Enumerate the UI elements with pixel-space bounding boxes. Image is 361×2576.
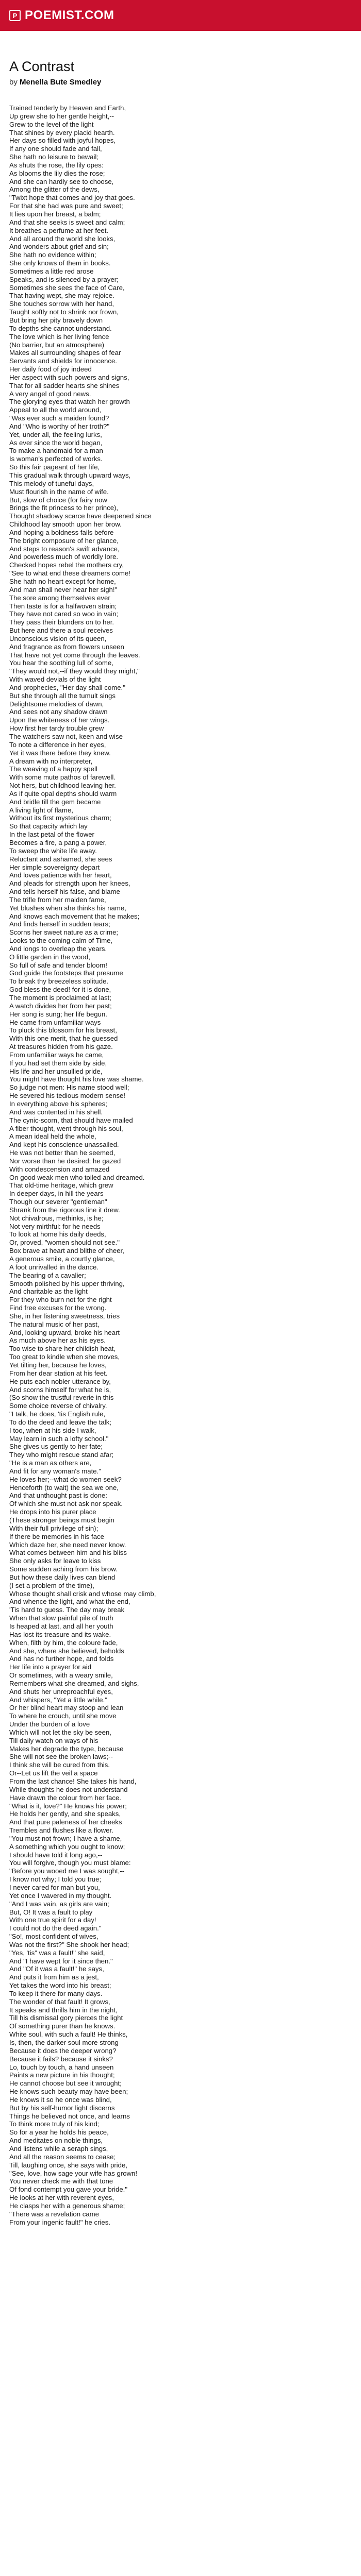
poem-line: She only knows of them in books.	[9, 259, 111, 267]
poem-line: And scorns himself for what he is,	[9, 1385, 111, 1394]
poem-line: So for a year he holds his peace,	[9, 2128, 109, 2137]
poem-line: "What is it, love?" He knows his power;	[9, 1802, 127, 1810]
poem-line: He holds her gently, and she speaks,	[9, 1810, 121, 1818]
poem-line: But how these daily lives can blend	[9, 1573, 116, 1581]
poem-line: And meditates on noble things,	[9, 2137, 103, 2145]
poem-line: Of fond contempt you gave your bride."	[9, 2185, 127, 2194]
poem-line: When, filth by him, the coloure fade,	[9, 1638, 118, 1647]
poem-line: The bright composure of her glance,	[9, 536, 119, 545]
poem-line: Or--Let us lift the veil a space	[9, 1769, 98, 1777]
poem-line: (I set a problem of the time),	[9, 1581, 94, 1589]
poem-line: And finds herself in sudden tears;	[9, 920, 110, 928]
poem-line: So judge not men: His name stood well;	[9, 1083, 129, 1092]
poem-line: If there be memories in his face	[9, 1532, 104, 1540]
poem-line: And pleads for strength upon her knees,	[9, 879, 130, 888]
poem-line: And "Who is worthy of her troth?"	[9, 422, 110, 430]
poem-line: On good weak men who toiled and dreamed.	[9, 1173, 145, 1181]
poem-line: To depths she cannot understand.	[9, 324, 112, 332]
poem-line: "I talk, he does, 'tis English rule,	[9, 1410, 106, 1418]
poem-line: The bearing of a cavalier;	[9, 1271, 86, 1279]
logo-icon: P	[9, 10, 21, 21]
poem-line: With some mute pathos of farewell.	[9, 773, 116, 782]
poem-line: Too wise to share her childish heat,	[9, 1345, 116, 1353]
poem-line: I never cared for man but you,	[9, 1883, 100, 1891]
poem-line: Find free excuses for the wrong.	[9, 1304, 107, 1312]
poem-line: That old-time heritage, which grew	[9, 1181, 113, 1190]
poem-line: He drops into his purer place	[9, 1508, 96, 1516]
poem-line: She touches sorrow with her hand,	[9, 300, 114, 308]
poem-line: God bless the deed! for it is done,	[9, 986, 111, 994]
poem-line: With condescension and amazed	[9, 1165, 110, 1173]
poem-line: And shuts her unreproachful eyes,	[9, 1687, 113, 1696]
poem-line: The moment is proclaimed at last;	[9, 994, 111, 1002]
poem-line: Taught softly not to shrink nor frown,	[9, 308, 119, 316]
poem-line: In the last petal of the flower	[9, 831, 94, 839]
poem-line: Her daily food of joy indeed	[9, 365, 92, 374]
poem-line: Till daily watch on ways of his	[9, 1736, 99, 1744]
poem-line: As shuts the rose, the lily opes:	[9, 161, 104, 169]
poem-line: And hoping a boldness fails before	[9, 528, 114, 536]
poem-line: If any one should fade and fall,	[9, 145, 102, 153]
poem-line: It breathes a perfume at her feet.	[9, 226, 109, 234]
poem-line: With this one merit, that he guessed	[9, 1035, 118, 1043]
poem-line: But here and there a soul receives	[9, 626, 113, 635]
poem-line: But she through all the tumult sings	[9, 691, 116, 700]
poem-line: She hath no leisure to bewail;	[9, 153, 99, 161]
poem-line: Or sometimes, with a weary smile,	[9, 1671, 113, 1680]
poem-line: Scorns her sweet nature as a crime;	[9, 928, 119, 937]
poem-line: Because it does the deeper wrong?	[9, 2046, 117, 2055]
poem-body	[9, 104, 352, 2226]
poem-line: So full of safe and tender bloom!	[9, 961, 107, 969]
poem-line: Nor worse than he desired; he gazed	[9, 1157, 121, 1165]
author-link[interactable]: Menella Bute Smedley	[20, 78, 102, 87]
poem-line: But, O! It was a fault to play	[9, 1908, 93, 1916]
poem-line: As blooms the lily dies the rose;	[9, 169, 105, 177]
poem-line: A dream with no interpreter,	[9, 757, 93, 765]
poem-line: And fragrance as from flowers unseen	[9, 642, 124, 651]
poem-line: To sweep the white life away.	[9, 846, 97, 855]
poem-line: Trembles and flushes like a flower.	[9, 1826, 113, 1835]
poem-line: And all the reason seems to cease;	[9, 2153, 116, 2161]
poem-line: She hath no evidence within;	[9, 251, 96, 259]
byline-label: by	[9, 78, 18, 87]
poem-line: Is, then, the darker soul more strong	[9, 2039, 119, 2047]
poem-line: And "I have wept for it since then."	[9, 1957, 113, 1965]
poem-line: And bridle till the gem became	[9, 798, 101, 806]
poem-line: And sees not any shadow drawn	[9, 708, 108, 716]
poem-line: To pluck this blossom for his breast,	[9, 1026, 117, 1035]
poem-line: And was contented in his shell.	[9, 1108, 103, 1116]
poem-line: Have drawn the colour from her face.	[9, 1793, 121, 1802]
poem-line: Childhood lay smooth upon her brow.	[9, 520, 122, 529]
poem-line: And puts it from him as a jest,	[9, 1973, 99, 1981]
poem-line: Her life into a prayer for aid	[9, 1663, 92, 1671]
poem-line: Sometimes a little red arose	[9, 267, 94, 275]
poem-line: Her aspect with such powers and signs,	[9, 373, 129, 381]
poem-line: Upon the whiteness of her wings.	[9, 716, 110, 724]
site-header	[0, 0, 361, 31]
poem-line: A very angel of good news.	[9, 389, 91, 398]
poem-line: She, in her listening sweetness, tries	[9, 1312, 120, 1320]
poem-line: But, slow of choice (for fairy now	[9, 496, 107, 504]
poem-line: But bring her pity bravely down	[9, 316, 103, 324]
poem-line: With waved devials of the light	[9, 675, 101, 684]
poem-line: Of which she must not ask nor speak.	[9, 1500, 123, 1508]
poem-line: They who might rescue stand afar;	[9, 1451, 114, 1459]
poem-line: And whence the light, and what the end,	[9, 1598, 130, 1606]
poem-line: Because it fails? because it sinks?	[9, 2055, 113, 2063]
poem-line: Yet takes the word into his breast;	[9, 1981, 111, 1990]
poem-line: "You must not frown; I have a shame,	[9, 1834, 122, 1842]
poem-line: To break thy breezeless solitude.	[9, 977, 109, 986]
poem-line: She hath no heart except for home,	[9, 577, 116, 585]
poem-line: Which daze her, she need never know.	[9, 1540, 126, 1549]
poem-line: "So!, most confident of wives,	[9, 1933, 99, 1941]
poem-line: White soul, with such a fault! He thinks,	[9, 2030, 128, 2039]
poem-line: He severed his tedious modern sense!	[9, 1092, 126, 1100]
poem-line: I should have told it long ago,--	[9, 1851, 103, 1859]
poem-line: Henceforth (to wait) the sea we one,	[9, 1483, 119, 1492]
poem-line: Shrank from the rigorous line it drew.	[9, 1206, 120, 1214]
poem-line: He looks at her with reverent eyes,	[9, 2194, 114, 2202]
poem-line: "Before you wooed me I was sought,--	[9, 1867, 125, 1875]
poem-line: You never check me with that tone	[9, 2177, 113, 2185]
poem-line: He was not better than he seemed,	[9, 1149, 116, 1157]
poem-line: "And I was vain, as girls are vain;	[9, 1900, 109, 1908]
poem-line: He came from unfamiliar ways	[9, 1018, 101, 1026]
poem-line: A foot unrivalled in the dance.	[9, 1263, 99, 1271]
poem-line: To make a handmaid for a man	[9, 447, 103, 455]
poem-line: Till his dismissal gory pierces the light	[9, 2014, 123, 2022]
poem-line: Appeal to all the world around,	[9, 406, 102, 414]
poem-line: While thoughts he does not understand	[9, 1785, 128, 1793]
poem-line: He cannot choose but see it wrought;	[9, 2079, 122, 2088]
poem-line: Brings the fit princess to her prince),	[9, 504, 119, 512]
poem-line: A watch divides her from her past;	[9, 1002, 112, 1010]
poem-line: For that she had was pure and sweet;	[9, 202, 123, 210]
poem-line: From your ingenic fault!" he cries.	[9, 2218, 110, 2226]
poem-line: And she can hardly see to choose,	[9, 177, 114, 185]
poem-line: When that slow painful pile of truth	[9, 1614, 113, 1622]
poem-line: "Yes, 'tis" was a fault!" she said,	[9, 1948, 105, 1957]
poem-line: That shines by every placid hearth.	[9, 128, 115, 137]
poem-line: A living light of flame,	[9, 806, 73, 814]
poem-line: She gives us gently to her fate;	[9, 1443, 103, 1451]
poem-line: Sometimes she sees the face of Care,	[9, 283, 125, 292]
poem-line: Under the burden of a love	[9, 1720, 90, 1728]
poem-line: He puts each nobler utterance by,	[9, 1377, 111, 1385]
poem-title: A Contrast	[9, 59, 75, 74]
poem-line: That have not yet come through the leaves.	[9, 651, 140, 659]
site-logo-text: POEMIST.COM	[25, 8, 114, 22]
poem-line: They have not cared so woo in vain;	[9, 610, 119, 618]
poem-line: If you had set them side by side,	[9, 1059, 107, 1067]
poem-line: He knows such beauty may have been;	[9, 2088, 128, 2096]
poem-byline	[9, 78, 352, 87]
poem-line: And man shall never hear her sigh!"	[9, 585, 118, 594]
poem-line: Looks to the coming calm of Time,	[9, 937, 113, 945]
poem-line: Is woman's perfected of works.	[9, 455, 103, 463]
poem-line: "There was a revelation came	[9, 2210, 100, 2218]
poem-line: Checked hopes rebel the mothers cry,	[9, 561, 124, 569]
poem-line: From her dear station at his feet.	[9, 1369, 108, 1377]
poem-line: Not hers, but childhood leaving her.	[9, 782, 116, 790]
poem-line: And she, where she believed, beholds	[9, 1647, 124, 1655]
poem-line: Of something purer than he knows.	[9, 2022, 116, 2030]
poem-line: Has lost its treasure and its wake.	[9, 1630, 111, 1638]
poem-line: A fiber thought, went through his soul,	[9, 1124, 123, 1132]
poem-line: And that unthought past is done:	[9, 1492, 107, 1500]
poem-line: For they who burn not for the right	[9, 1296, 112, 1304]
poem-line: It lies upon her breast, a balm;	[9, 210, 101, 218]
poem-line: To where he crouch, until she move	[9, 1712, 117, 1720]
poem-line: Unconscious vision of its queen,	[9, 634, 107, 642]
poem-line: Yet blushes when she thinks his name,	[9, 904, 126, 912]
poem-line: And powerless much of worldly lore.	[9, 553, 119, 561]
poem-line: With one true spirit for a day!	[9, 1916, 96, 1924]
poem-line: And longs to overleap the years.	[9, 944, 107, 953]
poem-line: Or her blind heart may stoop and lean	[9, 1704, 124, 1712]
poem-line: The love which is her living fence	[9, 332, 109, 341]
poem-line: She only asks for leave to kiss	[9, 1557, 101, 1565]
poem-line: Smooth polished by his upper thriving,	[9, 1279, 125, 1287]
poem-line: The glorying eyes that watch her growth	[9, 398, 130, 406]
poem-line: He clasps her with a generous shame;	[9, 2201, 125, 2210]
poem-line: A generous smile, a courtly glance,	[9, 1255, 115, 1263]
poem-line: (So show the trustful reverie in this	[9, 1394, 114, 1402]
poem-line: Yet once I wavered in my thought.	[9, 1891, 112, 1900]
poem-line: Yet tilting her, because he loves,	[9, 1361, 107, 1369]
poem-line: This gradual walk through upward ways,	[9, 471, 131, 480]
poem-line: And tells herself his false, and blame	[9, 888, 120, 896]
poem-line: From the last chance! She takes his hand,	[9, 1777, 137, 1786]
poem-line: And that she seeks is sweet and calm;	[9, 218, 125, 226]
poem-line: You might have thought his love was shame.	[9, 1075, 144, 1083]
poem-line: Her simple sovereignty depart	[9, 863, 100, 871]
poem-line: They pass their blunders on to her.	[9, 618, 114, 626]
poem-line: Some sudden aching from his brow.	[9, 1565, 118, 1573]
poem-line: Among the glitter of the dews,	[9, 185, 100, 194]
poem-line: Paints a new picture in his thought;	[9, 2071, 115, 2079]
poem-line: To do the deed and leave the talk;	[9, 1418, 111, 1426]
poem-line: And has no further hope, and folds	[9, 1655, 114, 1663]
poem-line: "See to what end these dreamers come!	[9, 569, 130, 578]
poem-line: As if quite opal depths should warm	[9, 789, 117, 798]
poem-line: And listens while a seraph sings,	[9, 2144, 108, 2153]
poem-line: This melody of tuneful days,	[9, 479, 94, 487]
poem-line: "He is a man as others are,	[9, 1459, 92, 1467]
poem-line: From unfamiliar ways he came,	[9, 1050, 104, 1059]
poem-line: And fit for any woman's mate."	[9, 1467, 101, 1475]
poem-line: "They would not,--if they would they might,"	[9, 667, 140, 675]
poem-line: To note a difference in her eyes,	[9, 740, 106, 749]
poem-line: Is heaped at last, and all her youth	[9, 1622, 113, 1630]
poem-line: And, looking upward, broke his heart	[9, 1328, 120, 1336]
poem-line: Remembers what she dreamed, and sighs,	[9, 1679, 139, 1687]
poem-line: "Was ever such a maiden found?	[9, 414, 109, 422]
poem-line: Box brave at heart and blithe of cheer,	[9, 1247, 124, 1255]
poem-line: And all around the world she looks,	[9, 234, 116, 243]
poem-line: Must flourish in the name of wife.	[9, 487, 109, 496]
poem-line: How first her tardy trouble grew	[9, 724, 104, 733]
poem-line: Delightsome melodies of dawn,	[9, 700, 104, 708]
poem-line: That for all sadder hearts she shines	[9, 381, 120, 389]
poem-line: The weaving of a happy spell	[9, 765, 97, 773]
poem-line: Without its first mysterious charm;	[9, 814, 111, 822]
poem-line: Reluctant and ashamed, she sees	[9, 855, 112, 863]
poem-line: As ever since the world began,	[9, 438, 103, 447]
poem-line: Lo, touch by touch, a hand unseen	[9, 2063, 114, 2071]
poem-line: To think more truly of his kind;	[9, 2120, 100, 2128]
poem-line: (These stronger beings must begin	[9, 1516, 114, 1524]
poem-line: And steps to reason's swift advance,	[9, 545, 120, 553]
poem-line: He knows it so he once was blind,	[9, 2095, 112, 2104]
poem-line: The watchers saw not, keen and wise	[9, 733, 123, 741]
poem-line: He loves her;--what do women seek?	[9, 1475, 122, 1483]
poem-line: The wonder of that fault! It grows,	[9, 1997, 110, 2006]
poem-line: Till, laughing once, she says with pride,	[9, 2161, 127, 2169]
poem-line: At treasures hidden from his gaze.	[9, 1043, 113, 1051]
poem-line: I could not do the deed again."	[9, 1924, 102, 1933]
poem-line: O little garden in the wood,	[9, 953, 90, 961]
poem-line: She will not see the broken laws;--	[9, 1753, 113, 1761]
poem-line: And knows each movement that he makes;	[9, 912, 140, 920]
poem-line: (No barrier, but an atmosphere)	[9, 341, 104, 349]
poem-line: Makes her degrade the type, because	[9, 1744, 124, 1753]
poem-line: You will forgive, though you must blame:	[9, 1859, 131, 1867]
poem-line: The cynic-scorn, that should have mailed	[9, 1116, 133, 1124]
poem-line: Grew to the level of the light	[9, 120, 94, 128]
poem-line: So this fair pageant of her life,	[9, 463, 100, 471]
poem-line: Up grew she to her gentle height,--	[9, 112, 114, 120]
poem-line: In everything above his spheres;	[9, 1099, 107, 1108]
poem-line: Trained tenderly by Heaven and Earth,	[9, 104, 126, 112]
poem-line: The trifle from her maiden fame,	[9, 895, 106, 904]
poem-line: That having wept, she may rejoice.	[9, 292, 114, 300]
poem-content	[0, 31, 361, 2226]
site-logo-link[interactable]	[9, 8, 114, 23]
poem-line: With their full privilege of sin);	[9, 1524, 99, 1532]
poem-line: In deeper days, in hill the years	[9, 1190, 104, 1198]
poem-line: Was not the first?" She shook her head;	[9, 1940, 129, 1948]
poem-line: It speaks and thrills him in the night,	[9, 2006, 118, 2014]
poem-line: May learn in such a lofty school."	[9, 1434, 109, 1443]
poem-line: To keep it there for many days.	[9, 1989, 103, 1997]
poem-line: Things he believed not once, and learns	[9, 2112, 130, 2120]
poem-line: God guide the footsteps that presume	[9, 969, 123, 977]
poem-line: I know not why; I told you true;	[9, 1875, 102, 1884]
poem-line: And whispers, "Yet a little while."	[9, 1696, 107, 1704]
poem-line: Whose thought shall crisk and whose may climb,	[9, 1589, 156, 1598]
poem-line: A something which you ought to know;	[9, 1842, 125, 1851]
poem-line: 'Tis hard to guess. The day may break	[9, 1606, 125, 1614]
poem-line: Speaks, and is silenced by a prayer;	[9, 275, 119, 283]
poem-line: The sore among themselves ever	[9, 594, 110, 602]
poem-line: A mean ideal held the whole,	[9, 1132, 96, 1141]
poem-line: Her days so filled with joyful hopes,	[9, 137, 116, 145]
poem-line: Not chivalrous, methinks, is he;	[9, 1214, 104, 1222]
poem-line: Servants and shields for innocence.	[9, 357, 117, 365]
poem-line: Too great to kindle when she moves,	[9, 1353, 120, 1361]
poem-line: Then taste is for a halfwoven strain;	[9, 602, 117, 610]
poem-line: Which will not let the sky be seen,	[9, 1728, 111, 1736]
poem-line: And kept his conscience unassailed.	[9, 1141, 119, 1149]
poem-line: So that capacity which lay	[9, 822, 88, 831]
poem-line: Not very mirthful: for he needs	[9, 1222, 101, 1230]
poem-line: And that pure paleness of her cheeks	[9, 1818, 122, 1826]
poem-line: Yet it was there before they knew.	[9, 749, 111, 757]
poem-line: And prophecies, "Her day shall come."	[9, 683, 125, 691]
poem-line: To look at home his daily deeds,	[9, 1230, 106, 1239]
poem-line: His life and her unsullied pride,	[9, 1067, 103, 1075]
poem-line: And "Of it was a fault!" he says,	[9, 1965, 104, 1973]
poem-line: And charitable as the light	[9, 1287, 88, 1296]
poem-line: "Twixt hope that comes and joy that goes.	[9, 194, 135, 202]
poem-line: Makes all surrounding shapes of fear	[9, 349, 121, 357]
poem-line: Or, proved, "women should not see."	[9, 1239, 120, 1247]
poem-line: I think she will be cured from this.	[9, 1761, 110, 1769]
poem-line: Thought shadowy scarce have deepened since	[9, 512, 152, 520]
poem-line: The natural music of her past,	[9, 1320, 100, 1328]
poem-line: But by his self-humor light discerns	[9, 2104, 115, 2112]
poem-line: You hear the soothing lull of some,	[9, 659, 113, 667]
poem-line: And loves patience with her heart,	[9, 871, 112, 879]
poem-line: Some choice reverse of chivalry.	[9, 1402, 107, 1410]
poem-line: Yet, under all, the feeling lurks,	[9, 430, 102, 438]
poem-line: I too, when at his side I walk,	[9, 1426, 96, 1434]
poem-line: As much above her as his eyes.	[9, 1336, 106, 1345]
poem-line: And wonders about grief and sin;	[9, 243, 109, 251]
poem-line: What comes between him and his bliss	[9, 1549, 127, 1557]
poem-line: Her song is sung; her life begun.	[9, 1010, 107, 1018]
poem-line: Though our severer "gentleman"	[9, 1198, 107, 1206]
poem-line: Becomes a fire, a pang a power,	[9, 838, 107, 846]
poem-line: "See, love, how sage your wife has grown!	[9, 2169, 138, 2177]
